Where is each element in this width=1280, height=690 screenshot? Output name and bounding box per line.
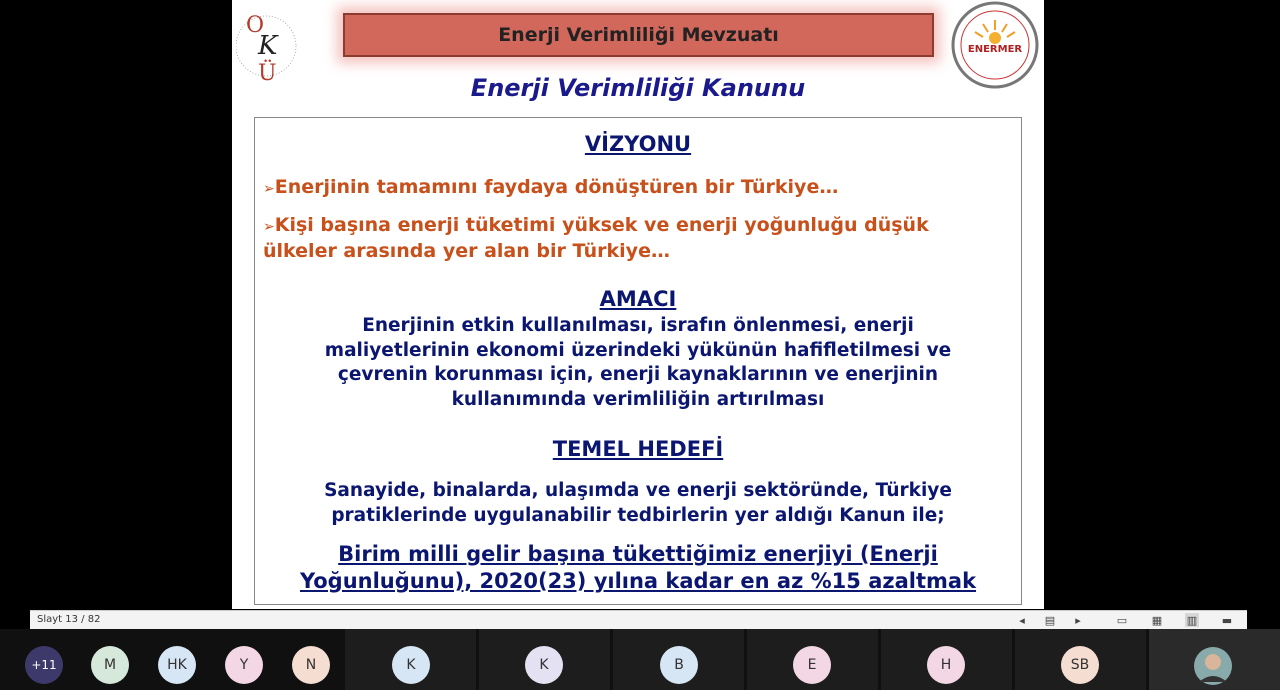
participant-avatar[interactable]: HK bbox=[158, 646, 196, 684]
content-panel bbox=[254, 117, 1022, 605]
participant-tile[interactable] bbox=[881, 629, 1012, 690]
participant-tile[interactable] bbox=[613, 629, 744, 690]
participant-avatar: K bbox=[525, 646, 563, 684]
participant-avatar: B bbox=[660, 646, 698, 684]
next-slide-icon[interactable]: ▸ bbox=[1075, 613, 1081, 627]
participant-tile[interactable] bbox=[345, 629, 476, 690]
participant-avatar: K bbox=[392, 646, 430, 684]
participant-avatar: E bbox=[793, 646, 831, 684]
slide-sorter-icon[interactable]: ▦ bbox=[1151, 613, 1163, 627]
participant-avatar: H bbox=[927, 646, 965, 684]
vision-item-2: ➢Kişi başına enerji tüketimi yüksek ve enerji yoğunluğu düşük ülkeler arasında yer alan bir Türkiye… bbox=[263, 214, 929, 262]
goal-heading: TEMEL HEDEFİ bbox=[552, 437, 724, 461]
vision-heading: VİZYONU bbox=[584, 132, 692, 156]
notes-icon[interactable]: ▤ bbox=[1044, 613, 1056, 627]
slideshow-icon[interactable]: ▬ bbox=[1221, 613, 1233, 627]
goal-text: Sanayide, binalarda, ulaşımda ve enerji sektöründe, Türkiye pratiklerinde uygulanabilir tedbirlerin yer aldığı Kanun ile; bbox=[324, 480, 952, 526]
svg-text:O: O bbox=[246, 13, 265, 38]
target-text: Birim milli gelir başına tükettiğimiz enerjiyi (Enerji Yoğunluğunu), 2020(23) yılına kadar en az %15 azaltmak bbox=[299, 542, 977, 593]
participant-tile-video[interactable] bbox=[1149, 629, 1280, 690]
bullet-arrow-icon: ➢ bbox=[263, 181, 275, 197]
slide-header-box bbox=[343, 13, 934, 57]
presentation-statusbar bbox=[30, 610, 1247, 630]
participant-tile[interactable] bbox=[747, 629, 878, 690]
participant-avatar: SB bbox=[1061, 646, 1099, 684]
participant-avatar[interactable]: Y bbox=[225, 646, 263, 684]
slide-indicator: Slayt 13 / 82 bbox=[37, 614, 101, 625]
svg-text:K: K bbox=[258, 31, 278, 61]
svg-text:Ü: Ü bbox=[258, 61, 277, 86]
participant-photo bbox=[1193, 646, 1233, 686]
participant-avatar[interactable]: N bbox=[292, 646, 330, 684]
participant-tile[interactable] bbox=[1015, 629, 1146, 690]
bullet-arrow-icon: ➢ bbox=[263, 219, 275, 235]
reading-view-icon[interactable]: ▥ bbox=[1186, 613, 1198, 627]
participant-tile[interactable] bbox=[479, 629, 610, 690]
vision-item-1: ➢Enerjinin tamamını faydaya dönüştüren bir Türkiye… bbox=[263, 176, 839, 198]
svg-text:ENERMER: ENERMER bbox=[967, 44, 1023, 55]
slide-subtitle: Enerji Verimliliği Kanunu bbox=[470, 74, 806, 102]
purpose-text: Enerjinin etkin kullanılması, israfın önlenmesi, enerji maliyetlerinin ekonomi üzerindeki yükünün hafifletilmesi ve çevrenin korunması için, enerji kaynaklarının ve enerjinin kullanımında verimliliğin artırılması bbox=[324, 315, 952, 410]
purpose-heading: AMACI bbox=[599, 287, 677, 311]
slide-header-title: Enerji Verimliliği Mevzuatı bbox=[498, 24, 779, 46]
more-participants-button[interactable]: +11 bbox=[25, 646, 63, 684]
previous-slide-icon[interactable]: ◂ bbox=[1019, 613, 1025, 627]
participant-avatar[interactable]: M bbox=[91, 646, 129, 684]
normal-view-icon[interactable]: ▭ bbox=[1116, 613, 1128, 627]
participants-strip bbox=[0, 629, 1280, 690]
